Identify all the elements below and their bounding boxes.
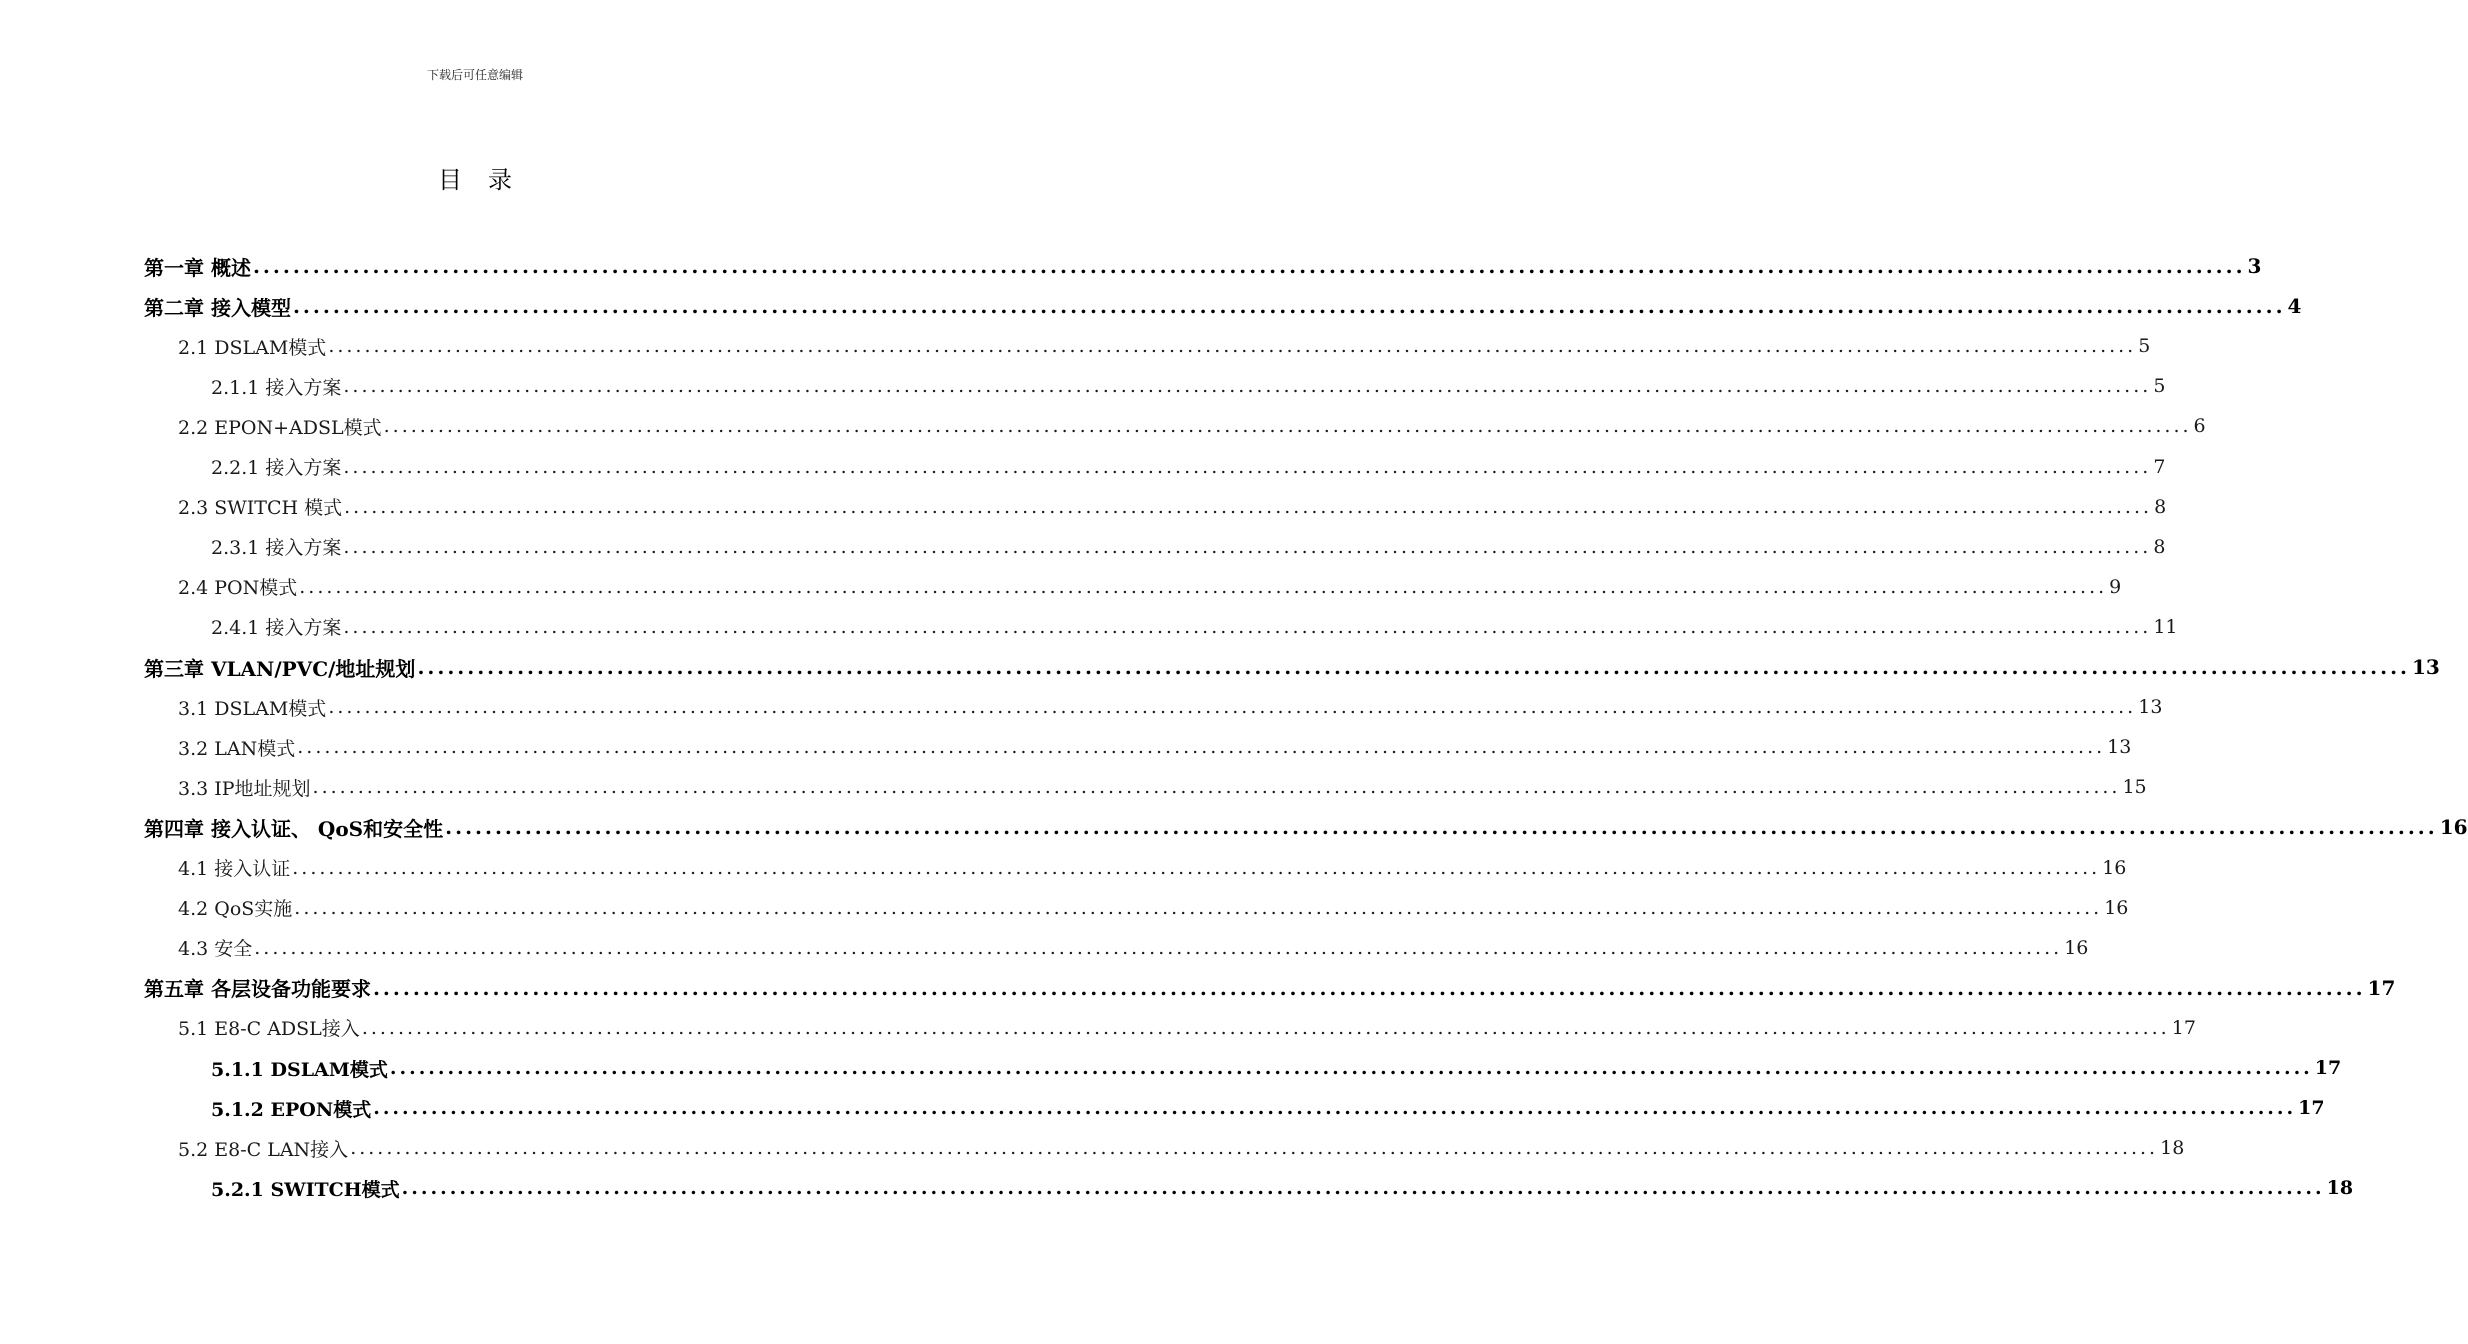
toc-leader-dots: ........................................................................................................................................................................................................ [383, 415, 2192, 438]
toc-leader-dots: ........................................................................................................................................................................................................ [350, 1137, 2159, 1160]
toc-leader-dots: ........................................................................................................................................................................................................ [294, 896, 2103, 919]
toc-entry-page-number: 5 [2153, 375, 2166, 398]
toc-entry[interactable] [211, 366, 2166, 406]
toc-entry-label: 3.3 IP地址规划 [178, 777, 311, 800]
toc-entry[interactable] [144, 647, 2440, 687]
toc-entry-label: 第四章 接入认证、 QoS和安全性 [144, 816, 444, 841]
toc-entry[interactable] [144, 246, 2262, 286]
toc-entry-label: 2.3.1 接入方案 [211, 537, 342, 560]
toc-entry-page-number: 5 [2138, 335, 2151, 358]
toc-entry-label: 5.1.1 DSLAM模式 [211, 1058, 388, 1081]
toc-entry-label: 2.2 EPON+ADSL模式 [178, 416, 382, 439]
toc-entry[interactable] [211, 1088, 2325, 1128]
toc-entry[interactable] [211, 607, 2178, 647]
toc-entry-page-number: 16 [2439, 815, 2468, 840]
header-note: 下载后可任意编辑 [426, 68, 523, 82]
toc-leader-dots: ........................................................................................................................................................................................................ [328, 696, 2137, 719]
toc-leader-dots: ........................................................................................................................................................................................................ [344, 495, 2153, 518]
toc-entry-page-number: 8 [2154, 495, 2167, 518]
toc-entry-page-number: 11 [2153, 615, 2178, 638]
toc-entry-page-number: 4 [2287, 294, 2302, 319]
toc-entry-label: 2.4 PON模式 [178, 577, 298, 600]
toc-entry-label: 2.1.1 接入方案 [211, 376, 342, 399]
toc-entry-label: 2.2.1 接入方案 [211, 457, 342, 479]
toc-entry-page-number: 17 [2367, 975, 2396, 1000]
toc-entry-page-number: 17 [2171, 1016, 2196, 1039]
toc-entry[interactable] [211, 527, 2166, 567]
toc-leader-dots: ........................................................................................................................................................................................................ [361, 1016, 2170, 1039]
toc-leader-dots: ........................................................................................................................................................................................................ [292, 294, 2286, 319]
toc-leader-dots: ........................................................................................................................................................................................................ [417, 655, 2411, 679]
toc-entry[interactable] [178, 487, 2167, 527]
toc-entry-label: 3.2 LAN模式 [178, 737, 296, 760]
toc-entry[interactable] [178, 1128, 2185, 1168]
toc-entry-page-number: 16 [2102, 856, 2127, 879]
toc-entry-label: 5.2.1 SWITCH模式 [211, 1178, 400, 1201]
toc-entry-label: 2.1 DSLAM模式 [178, 336, 327, 359]
toc-entry-page-number: 17 [2314, 1057, 2342, 1079]
toc-leader-dots: ........................................................................................................................................................................................................ [297, 736, 2106, 759]
toc-entry[interactable] [178, 888, 2129, 928]
toc-entry-page-number: 13 [2107, 736, 2132, 759]
toc-leader-dots: ........................................................................................................................................................................................................ [343, 375, 2152, 398]
toc-entry-page-number: 3 [2247, 254, 2262, 278]
toc-leader-dots: ........................................................................................................................................................................................................ [401, 1177, 2325, 1200]
toc-entry-page-number: 16 [2064, 936, 2089, 959]
toc-leader-dots: ........................................................................................................................................................................................................ [373, 1097, 2297, 1120]
toc-entry-label: 3.1 DSLAM模式 [178, 697, 327, 720]
toc-entry-page-number: 15 [2122, 776, 2147, 799]
toc-entry[interactable] [178, 848, 2127, 888]
toc-entry-page-number: 6 [2193, 415, 2206, 438]
toc-entry[interactable] [144, 286, 2302, 326]
toc-leader-dots: ........................................................................................................................................................................................................ [372, 975, 2366, 1000]
toc-entry[interactable] [211, 1048, 2342, 1088]
toc-leader-dots: ........................................................................................................................................................................................................ [343, 615, 2152, 638]
toc-entry[interactable] [178, 326, 2151, 366]
toc-entry[interactable] [178, 727, 2132, 767]
toc-entry[interactable] [211, 1168, 2354, 1208]
toc-leader-dots: ........................................................................................................................................................................................................ [445, 815, 2438, 840]
toc-entry-label: 2.4.1 接入方案 [211, 617, 342, 640]
toc-entry-label: 4.1 接入认证 [178, 858, 291, 880]
toc-entry-page-number: 9 [2109, 575, 2122, 598]
toc-entry-label: 4.3 安全 [178, 938, 253, 961]
toc-leader-dots: ........................................................................................................................................................................................................ [312, 776, 2121, 799]
toc-entry-label: 第五章 各层设备功能要求 [144, 977, 371, 1002]
toc-title: 目录 [438, 166, 538, 194]
toc-entry-page-number: 13 [2412, 655, 2440, 679]
toc-entry-page-number: 17 [2298, 1097, 2325, 1120]
toc-entry-page-number: 13 [2138, 696, 2163, 719]
toc-entry[interactable] [178, 1008, 2196, 1048]
toc-entry[interactable] [178, 567, 2122, 607]
toc-entry-label: 4.2 QoS实施 [178, 898, 293, 921]
toc-entry-page-number: 18 [2160, 1137, 2185, 1160]
toc-leader-dots: ........................................................................................................................................................................................................ [292, 856, 2101, 879]
toc-entry-label: 第二章 接入模型 [144, 295, 291, 320]
toc-entry-page-number: 18 [2326, 1177, 2354, 1200]
toc-entry-label: 5.1 E8-C ADSL接入 [178, 1018, 360, 1041]
toc-leader-dots: ........................................................................................................................................................................................................ [343, 535, 2152, 558]
toc-entry[interactable] [178, 406, 2206, 446]
toc-entry[interactable] [144, 968, 2396, 1008]
toc-leader-dots: ........................................................................................................................................................................................................ [299, 575, 2108, 598]
toc-leader-dots: ........................................................................................................................................................................................................ [389, 1057, 2313, 1079]
toc-entry-page-number: 7 [2153, 455, 2166, 478]
toc-entry-page-number: 16 [2104, 896, 2129, 919]
toc-leader-dots: ........................................................................................................................................................................................................ [343, 455, 2152, 478]
toc-entry-label: 5.1.2 EPON模式 [211, 1098, 372, 1121]
toc-entry[interactable] [211, 447, 2166, 487]
toc-leader-dots: ........................................................................................................................................................................................................ [252, 254, 2246, 278]
toc-entry-label: 2.3 SWITCH 模式 [178, 497, 343, 520]
toc-entry-label: 5.2 E8-C LAN接入 [178, 1138, 349, 1161]
toc-entry-page-number: 8 [2153, 535, 2166, 558]
toc-entry[interactable] [178, 687, 2163, 727]
toc-entry[interactable] [144, 807, 2468, 847]
toc-entry[interactable] [178, 928, 2089, 968]
toc-entry[interactable] [178, 767, 2147, 807]
toc-leader-dots: ........................................................................................................................................................................................................ [254, 936, 2063, 959]
toc-entry-label: 第一章 概述 [144, 255, 251, 280]
toc-entry-label: 第三章 VLAN/PVC/地址规划 [144, 656, 416, 681]
toc-leader-dots: ........................................................................................................................................................................................................ [328, 335, 2137, 358]
